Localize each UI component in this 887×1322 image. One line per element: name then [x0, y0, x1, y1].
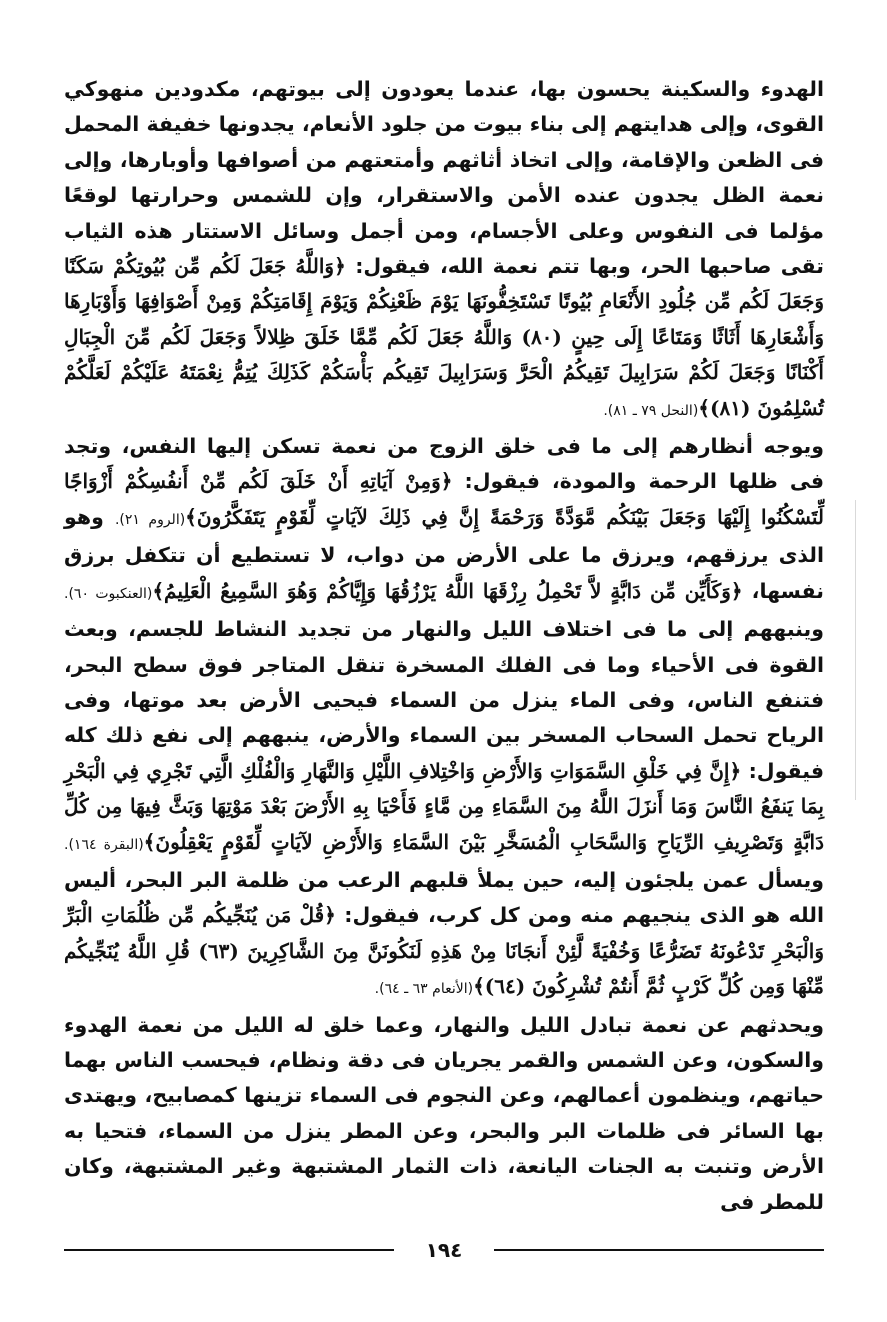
verse-reference: (الأنعام ٦٣ ـ ٦٤). — [374, 981, 474, 998]
paragraph-2 — [64, 429, 824, 1008]
page-footer — [64, 1235, 824, 1265]
verse-reference: (البقرة ١٦٤). — [64, 836, 144, 853]
page-number: ١٩٤ — [425, 1238, 463, 1262]
quran-verse: ﴿وَكَأَيِّن مِّن دَابَّةٍ لاَّ تَحْمِلُ رِزْقَهَا اللَّهُ يَرْزُقُهَا وَإِيَّاكُمْ وَهُوَ السَّمِيعُ الْعَلِيمُ﴾ — [152, 578, 743, 603]
quran-verse: ﴿إِنَّ فِي خَلْقِ السَّمَوَاتِ وَالأَرْضِ وَاخْتِلافِ اللَّيْلِ وَالنَّهَارِ وَالْفُلْكِ الَّتِي تَجْرِي فِي الْبَحْرِ بِمَا يَنفَعُ النَّاسَ وَمَا أَنزَلَ اللَّهُ مِنَ السَّمَاءِ مِن مَّاءٍ فَأَحْيَا بِهِ الأَرْضَ بَعْدَ مَوْتِهَا وَبَثَّ فِيهَا مِن كُلِّ دَابَّةٍ وَتَصْرِيفِ الرِّيَاحِ وَالسَّحَابِ الْمُسَخَّرِ بَيْنَ السَّمَاءِ وَالأَرْضِ لآيَاتٍ لِّقَوْمٍ يَعْقِلُونَ﴾ — [64, 758, 824, 854]
body-text — [64, 72, 824, 1220]
paragraph-text: ويوجه أنظارهم إلى ما فى خلق الزوج من نعمة تسكن إليها النفس، وتجد فى ظلها الرحمة والمودة، فيقول: — [64, 434, 825, 494]
paragraph-text: وهو الذى يرزقهم، ويرزق ما على الأرض من دواب، لا تستطيع أن تتكفل برزق نفسها، — [64, 504, 824, 603]
paragraph-1 — [64, 72, 824, 429]
quran-verse: ﴿وَاللَّهُ جَعَلَ لَكُم مِّن بُيُوتِكُمْ سَكَنًا وَجَعَلَ لَكُم مِّن جُلُودِ الأَنْعَامِ بُيُوتًا تَسْتَخِفُّونَهَا يَوْمَ ظَعْنِكُمْ وَيَوْمَ إِقَامَتِكُمْ وَمِنْ أَصْوَافِهَا وَأَوْبَارِهَا وَأَشْعَارِهَا أَثَاثًا وَمَتَاعًا إِلَى حِينٍ (٨٠) وَاللَّهُ جَعَلَ لَكُم مِّمَّا خَلَقَ ظِلالاً وَجَعَلَ لَكُم مِّنَ الْجِبَالِ أَكْنَانًا وَجَعَلَ لَكُمْ سَرَابِيلَ تَقِيكُمُ الْحَرَّ وَسَرَابِيلَ تَقِيكُم بَأْسَكُمْ كَذَلِكَ يُتِمُّ نِعْمَتَهُ عَلَيْكُمْ لَعَلَّكُمْ تُسْلِمُونَ (٨١)﴾ — [64, 254, 824, 420]
scan-margin-line — [855, 500, 856, 800]
paragraph-text: ويحدثهم عن نعمة تبادل الليل والنهار، وعما خلق له الليل من نعمة الهدوء والسكون، وعن الشمس والقمر يجريان فى دقة ونظام، فيحسب الناس بهما حياتهم، وينظمون أعمالهم، وعن النجوم فى السماء تزينها كمصابيح، ويهتدى بها السائر فى ظلمات البر والبحر، وعن المطر ينزل من السماء، فتحيا به الأرض وتنبت به الجنات اليانعة، ذات الثمار المشتبهة وغير المشتبهة، وكان للمطر فى — [64, 1012, 824, 1214]
footer-rule-right — [494, 1249, 824, 1251]
verse-reference: (العنكبوت ٦٠). — [64, 585, 153, 602]
footer-rule-left — [64, 1249, 394, 1251]
quran-verse: ﴿وَمِنْ آيَاتِهِ أَنْ خَلَقَ لَكُم مِّنْ أَنفُسِكُمْ أَزْوَاجًا لِّتَسْكُنُوا إِلَيْهَا وَجَعَلَ بَيْنَكُم مَّوَدَّةً وَرَحْمَةً إِنَّ فِي ذَلِكَ لآيَاتٍ لِّقَوْمٍ يَتَفَكَّرُونَ﴾ — [64, 469, 824, 529]
paragraph-text: ويسأل عمن يلجئون إليه، حين يملأ قلبهم الرعب من ظلمة البر البحر، أليس الله هو الذى ينجيهم منه ومن كل كرب، فيقول: — [64, 867, 825, 928]
quran-verse: ﴿قُلْ مَن يُنَجِّيكُم مِّن ظُلُمَاتِ الْبَرِّ وَالْبَحْرِ تَدْعُونَهُ تَضَرُّعًا وَخُفْيَةً لَّئِنْ أَنجَانَا مِنْ هَذِهِ لَنَكُونَنَّ مِنَ الشَّاكِرِينَ (٦٣) قُلِ اللَّهُ يُنَجِّيكُم مِّنْهَا وَمِن كُلِّ كَرْبٍ ثُمَّ أَنتُمْ تُشْرِكُونَ (٦٤)﴾ — [64, 903, 824, 999]
paragraph-text: وينبههم إلى ما فى اختلاف الليل والنهار من تجديد النشاط للجسم، وبعث القوة فى الأحياء وما فى الفلك المسخرة تنقل المتاجر فوق سطح البحر، فتنفع الناس، وفى الماء ينزل من السماء فيحيى الأرض بعد موتها، وفى الرياح تحمل السحاب المسخر بين السماء والأرض، ينبههم إلى نفع ذلك كله فيقول: — [64, 617, 824, 783]
paragraph-3 — [64, 1008, 824, 1220]
verse-reference: (الروم ٢١). — [114, 511, 186, 528]
paragraph-text: الهدوء والسكينة يحسون بها، عندما يعودون إلى بيوتهم، مكدودين منهوكي القوى، وإلى هدايتهم إلى بناء بيوت من جلود الأنعام، يجدونها خفيفة المحمل فى الظعن والإقامة، وإلى اتخاذ أثاثهم وأمتعتهم من أصوافها وأوبارها، وإلى نعمة الظل يجدون عنده الأمن والاستقرار، وإن للشمس وحرارتها لوقعًا مؤلما فى النفوس وعلى الأجسام، ومن أجمل وسائل الاستتار هذه الثياب تقى صاحبها الحر، وبها تتم نعمة الله، فيقول: — [64, 77, 824, 279]
verse-reference: (النحل ٧٩ ـ ٨١). — [603, 402, 699, 419]
